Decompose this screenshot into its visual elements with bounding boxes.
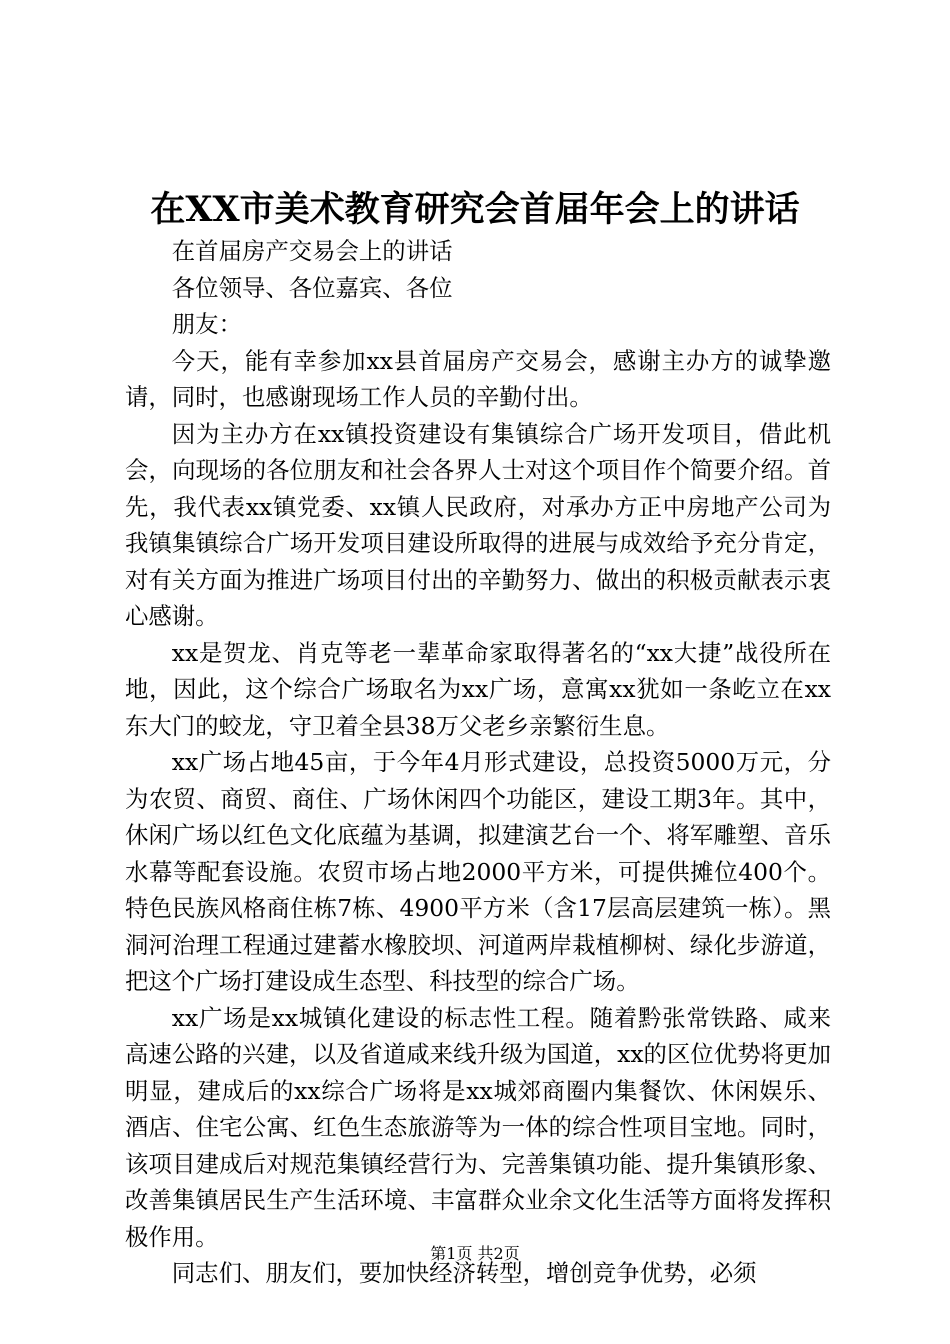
paragraph: xx是贺龙、肖克等老一辈革命家取得著名的“xx大捷”战役所在地，因此，这个综合广场取名为xx广场，意寓xx犹如一条屹立在xx东大门的蛟龙，守卫着全县38万父老乡亲繁衍生息。 bbox=[125, 638, 831, 740]
document-body bbox=[125, 233, 831, 1292]
paragraph: 朋友： bbox=[171, 310, 242, 338]
paragraph: 在首届房产交易会上的讲话 bbox=[171, 237, 453, 265]
paragraph: 同志们、朋友们，要加快经济转型，增创竞争优势，必须 bbox=[171, 1259, 757, 1287]
page-footer: 第1页 共2页 bbox=[430, 1244, 520, 1263]
paragraph: 因为主办方在xx镇投资建设有集镇综合广场开发项目，借此机会，向现场的各位朋友和社会各界人士对这个项目作个简要介绍。首先，我代表xx镇党委、xx镇人民政府，对承办方正中房地产公司为我镇集镇综合广场开发项目建设所取得的进展与成效给予充分肯定，对有关方面为推进广场项目付出的辛勤努力、做出的积极贡献表示衷心感谢。 bbox=[125, 419, 831, 630]
paragraph: 各位领导、各位嘉宾、各位 bbox=[171, 273, 453, 302]
paragraph: xx广场是xx城镇化建设的标志性工程。随着黔张常铁路、咸来高速公路的兴建，以及省道咸来线升级为国道，xx的区位优势将更加明显，建成后的xx综合广场将是xx城郊商圈内集餐饮、休闲娱乐、酒店、住宅公寓、红色生态旅游等为一体的综合性项目宝地。同时，该项目建成后对规范集镇经营行为、完善集镇功能、提升集镇形象、改善集镇居民生产生活环境、丰富群众业余文化生活等方面将发挥积极作用。 bbox=[125, 1003, 831, 1251]
paragraph: xx广场占地45亩，于今年4月形式建设，总投资5000万元，分为农贸、商贸、商住、广场休闲四个功能区，建设工期3年。其中，休闲广场以红色文化底蕴为基调，拟建演艺台一个、将军雕塑、音乐水幕等配套设施。农贸市场占地2000平方米，可提供摊位400个。特色民族风格商住栋7栋、4900平方米（含17层高层建筑一栋）。黑洞河治理工程通过建蓄水橡胶坝、河道两岸栽植柳树、绿化步游道，把这个广场打建设成生态型、科技型的综合广场。 bbox=[125, 748, 831, 995]
paragraph: 今天，能有幸参加xx县首届房产交易会，感谢主办方的诚挚邀请，同时，也感谢现场工作人员的辛勤付出。 bbox=[125, 346, 831, 411]
document-title: 在XX市美术教育研究会首届年会上的讲话 bbox=[150, 189, 800, 230]
